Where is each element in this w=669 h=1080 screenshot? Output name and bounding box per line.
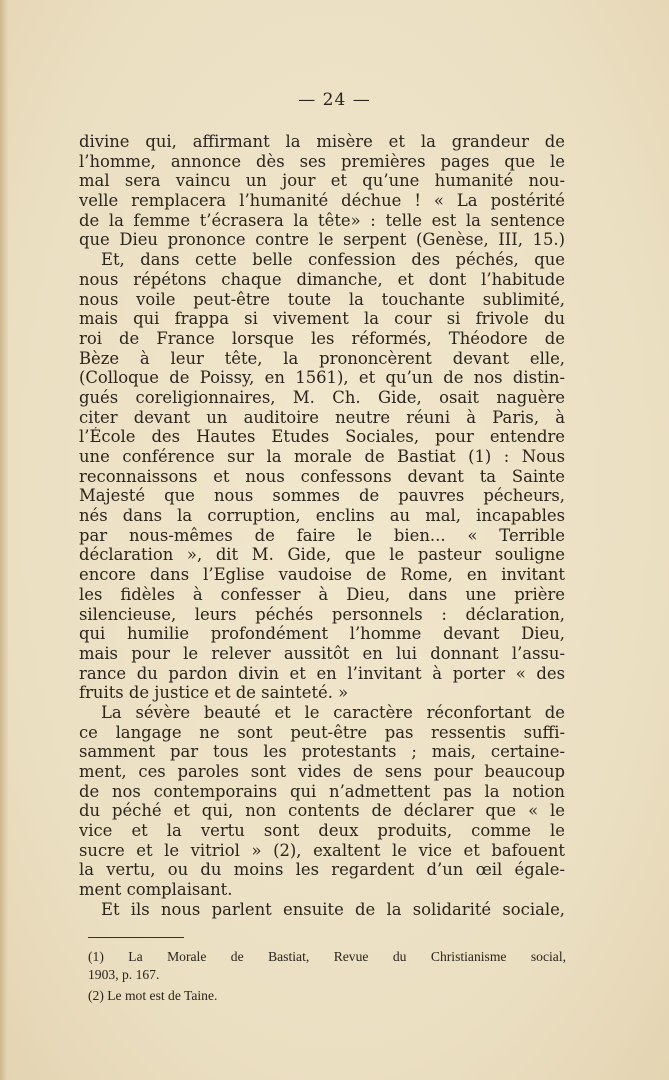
text-line: gués coreligionnaires, M. Ch. Gide, osait naguère	[79, 387, 565, 407]
text-line: une conférence sur la morale de Bastiat (1) : Nous	[79, 447, 565, 466]
body-text	[79, 132, 565, 920]
text-line: qui humilie profondément l’homme devant Dieu,	[79, 624, 565, 644]
text-line: (Colloque de Poissy, en 1561), et qu’un de nos distin-	[79, 368, 565, 388]
text-line: reconnaissons et nous confessons devant ta Sainte	[79, 466, 565, 486]
page-edge	[0, 0, 8, 1080]
text-line: ment complaisant.	[79, 880, 233, 900]
text-line: fruits de justice et de sainteté. »	[79, 683, 349, 703]
text-line: nés dans la corruption, enclins au mal, incapables	[79, 506, 565, 526]
text-line: de la femme t’écrasera la tête» : telle est la sentence	[79, 210, 565, 230]
text-line: mal sera vaincu un jour et qu’une humanité nou-	[79, 171, 565, 191]
footnote-line: (2) Le mot est de Taine.	[88, 988, 218, 1003]
page-number: — 24 —	[298, 90, 371, 110]
text-line: velle remplacera l’humanité déchue ! « La postérité	[79, 191, 565, 211]
text-line: samment par tous les protestants ; mais, certaine-	[79, 742, 565, 762]
text-line: de nos contemporains qui n’admettent pas la notion	[79, 781, 565, 801]
text-line: mais pour le relever aussitôt en lui donnant l’assu-	[79, 643, 565, 663]
text-line: divine qui, affirmant la misère et la grandeur de	[79, 132, 565, 151]
text-line: La sévère beauté et le caractère réconfortant de	[101, 702, 565, 722]
text-line: que Dieu prononce contre le serpent (Genèse, III, 15.)	[79, 230, 565, 250]
footnote-line: 1903, p. 167.	[88, 966, 160, 982]
text-line: Et, dans cette belle confession des péchés, que	[101, 250, 565, 270]
footnote-line: (1) La Morale de Bastiat, Revue du Christianisme social,	[88, 949, 566, 964]
text-line: nous voile peut-être toute la touchante sublimité,	[79, 289, 565, 309]
text-line: ce langage ne sont peut-être pas ressentis suffi-	[79, 722, 565, 742]
text-line: la vertu, ou du moins les regardent d’un œil égale-	[79, 860, 565, 880]
text-line: mais qui frappa si vivement la cour si frivole du	[79, 309, 565, 329]
text-line: vice et la vertu sont deux produits, comme le	[79, 821, 565, 841]
text-line: nous répétons chaque dimanche, et dont l’habitude	[79, 269, 565, 289]
footnote-rule	[88, 937, 184, 938]
text-line: Bèze à leur tête, la prononcèrent devant elle,	[79, 348, 565, 368]
text-line: rance du pardon divin et en l’invitant à porter « des	[79, 663, 565, 683]
text-line: roi de France lorsque les réformés, Théodore de	[79, 328, 565, 348]
text-line: Majesté que nous sommes de pauvres pécheurs,	[79, 486, 565, 506]
text-line: les fidèles à confesser à Dieu, dans une prière	[79, 584, 565, 604]
text-line: encore dans l’Eglise vaudoise de Rome, en invitant	[79, 565, 565, 585]
text-line: l’École des Hautes Etudes Sociales, pour entendre	[79, 427, 565, 447]
footnotes	[88, 948, 566, 1005]
text-line: déclaration », dit M. Gide, que le pasteur souligne	[79, 545, 565, 565]
text-line: l’homme, annonce dès ses premières pages que le	[79, 151, 565, 171]
text-line: silencieuse, leurs péchés personnels : déclaration,	[79, 604, 565, 624]
text-line: par nous-mêmes de faire le bien... « Terrible	[79, 525, 565, 545]
text-line: Et ils nous parlent ensuite de la solidarité sociale,	[101, 899, 565, 919]
text-line: sucre et le vitriol » (2), exaltent le vice et bafouent	[79, 840, 565, 860]
text-line: du péché et qui, non contents de déclarer que « le	[79, 801, 565, 821]
text-line: citer devant un auditoire neutre réuni à Paris, à	[79, 407, 565, 427]
text-line: ment, ces paroles sont vides de sens pour beaucoup	[79, 762, 565, 781]
